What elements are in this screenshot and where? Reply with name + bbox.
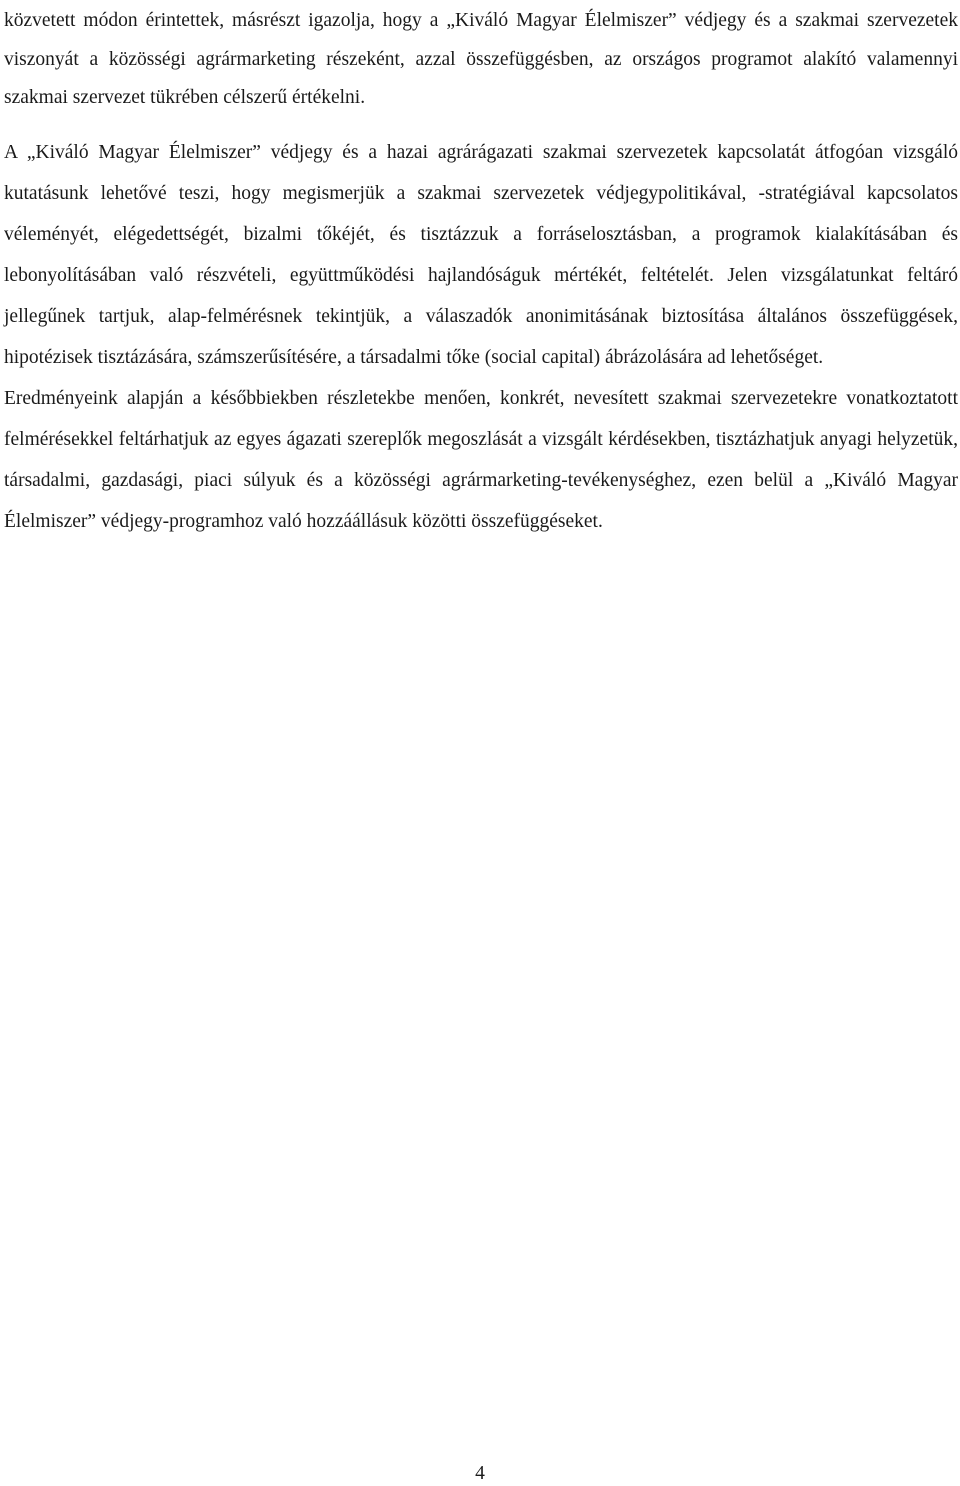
- paragraph-results-outlook: Eredményeink alapján a későbbiekben részletekbe menően, konkrét, nevesített szakmai szervezetekre vonatkoztatott felmérésekkel feltárhatjuk az egyes ágazati szereplők megoszlását a vizsgált kérdésekben, tisztázhatjuk anyagi helyzetük, társadalmi, gazdasági, piaci súlyuk és a közösségi agrármarketing-tevékenységhez, ezen belül a „Kiváló Magyar Élelmiszer” védjegy-programhoz való hozzáállásuk közötti összefüggéseket.: [4, 387, 958, 532]
- page-number: 4: [475, 1463, 485, 1484]
- paragraph-continuation: közvetett módon érintettek, másrészt igazolja, hogy a „Kiváló Magyar Élelmiszer” védjegy és a szakmai szervezetek viszonyát a közösségi agrármarketing részeként, azzal összefüggésben, az országos programot alakító valamennyi szakmai szervezet tükrében célszerű értékelni.: [4, 10, 958, 108]
- paragraph-research-scope: A „Kiváló Magyar Élelmiszer” védjegy és a hazai agrárágazati szakmai szervezetek kapcsolatát átfogóan vizsgáló kutatásunk lehetővé teszi, hogy megismerjük a szakmai szervezetek védjegypolitikával, -stratégiával kapcsolatos véleményét, elégedettségét, bizalmi tőkéjét, és tisztázzuk a forráselosztásban, a programok kialakításában és lebonyolításában való részvételi, együttműködési hajlandóságuk mértékét, feltételét. Jelen vizsgálatunkat feltáró jellegűnek tartjuk, alap-felmérésnek tekintjük, a válaszadók anonimitásának biztosítása általános összefüggések, hipotézisek tisztázására, számszerűsítésére, a társadalmi tőke (social capital) ábrázolására ad lehetőséget.: [4, 141, 958, 368]
- document-page: [4, 0, 958, 542]
